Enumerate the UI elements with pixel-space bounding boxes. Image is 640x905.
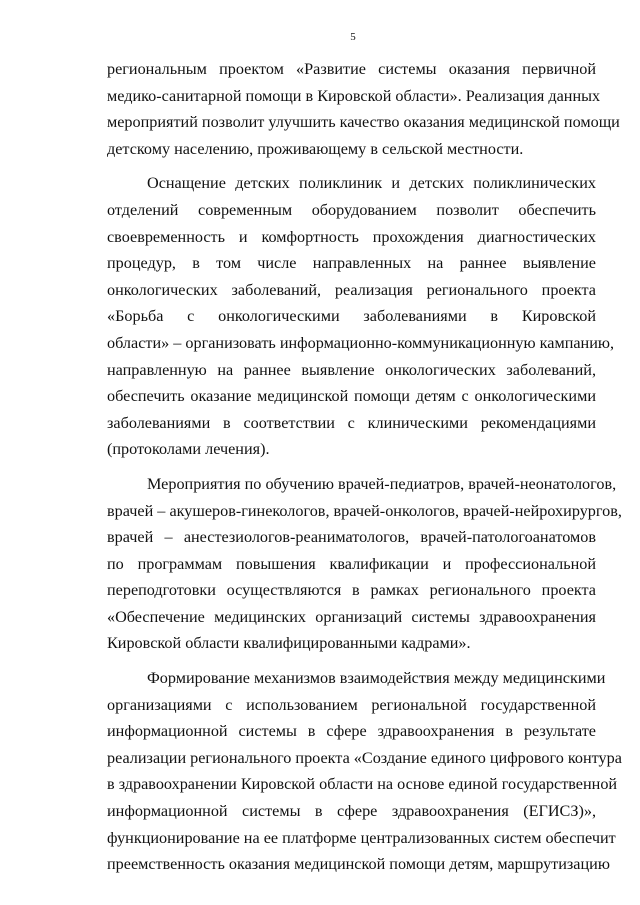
paragraph-doctor-training bbox=[107, 471, 622, 657]
text-line: «Обеспечение медицинских организаций системы здравоохранения bbox=[107, 607, 596, 626]
text-line: процедур, в том числе направленных на раннее выявление bbox=[107, 254, 596, 273]
document-body bbox=[107, 56, 622, 878]
text-line: онкологических заболеваний, реализация регионального проекта bbox=[107, 280, 596, 299]
text-line: региональным проектом «Развитие системы оказания первичной bbox=[107, 60, 596, 78]
text-line: реализации регионального проекта «Создание единого цифрового контура bbox=[107, 748, 622, 767]
text-line: в здравоохранении Кировской области на основе единой государственной bbox=[107, 775, 618, 794]
text-line: информационной системы в сфере здравоохранения в результате bbox=[107, 722, 596, 741]
paragraph-primary-care bbox=[107, 56, 620, 162]
text-line: (протоколами лечения). bbox=[107, 440, 270, 459]
text-line: врачей – акушеров-гинекологов, врачей-онкологов, врачей-нейрохирургов, bbox=[107, 501, 622, 520]
text-line: «Борьба с онкологическими заболеваниями в Кировской bbox=[107, 307, 596, 326]
text-line: информационной системы в сфере здравоохранения (ЕГИСЗ)», bbox=[107, 802, 596, 821]
text-line: переподготовки осуществляются в рамках регионального проекта bbox=[107, 581, 596, 600]
text-line: Мероприятия по обучению врачей-педиатров, врачей-неонатологов, bbox=[147, 474, 617, 493]
text-line: заболеваниями в соответствии с клиническими рекомендациями bbox=[107, 413, 596, 432]
text-line: Формирование механизмов взаимодействия между медицинскими bbox=[147, 669, 606, 688]
text-line: организациями с использованием региональной государственной bbox=[107, 695, 596, 714]
text-line: Оснащение детских поликлиник и детских поликлинических bbox=[147, 174, 596, 193]
text-line: по программам повышения квалификации и профессиональной bbox=[107, 554, 596, 573]
text-line: области» – организовать информационно-коммуникационную кампанию, bbox=[107, 333, 615, 352]
text-line: своевременность и комфортность прохождения диагностических bbox=[107, 227, 596, 246]
text-line: детскому населению, проживающему в сельской местности. bbox=[107, 139, 524, 158]
text-line: Кировской области квалифицированными кадрами». bbox=[107, 634, 471, 653]
text-line: врачей – анестезиологов-реаниматологов, врачей-патологоанатомов bbox=[107, 528, 596, 547]
paragraph-digital-contour bbox=[107, 665, 622, 878]
text-line: функционирование на ее платформе централизованных систем обеспечит bbox=[107, 828, 616, 847]
text-line: медико-санитарной помощи в Кировской области». Реализация данных bbox=[107, 86, 601, 105]
paragraph-spacer bbox=[107, 657, 596, 665]
paragraph-spacer bbox=[107, 162, 596, 170]
text-line: обеспечить оказание медицинской помощи детям с онкологическими bbox=[107, 387, 596, 406]
text-line: направленную на раннее выявление онкологических заболеваний, bbox=[107, 360, 596, 379]
text-line: мероприятий позволит улучшить качество оказания медицинской помощи bbox=[107, 113, 620, 132]
paragraph-spacer bbox=[107, 463, 596, 471]
paragraph-equipment-oncology bbox=[107, 170, 615, 463]
text-line: преемственность оказания медицинской помощи детям, маршрутизацию bbox=[107, 855, 610, 874]
text-line: отделений современным оборудованием позволит обеспечить bbox=[107, 200, 596, 219]
page-number: 5 bbox=[350, 31, 356, 43]
